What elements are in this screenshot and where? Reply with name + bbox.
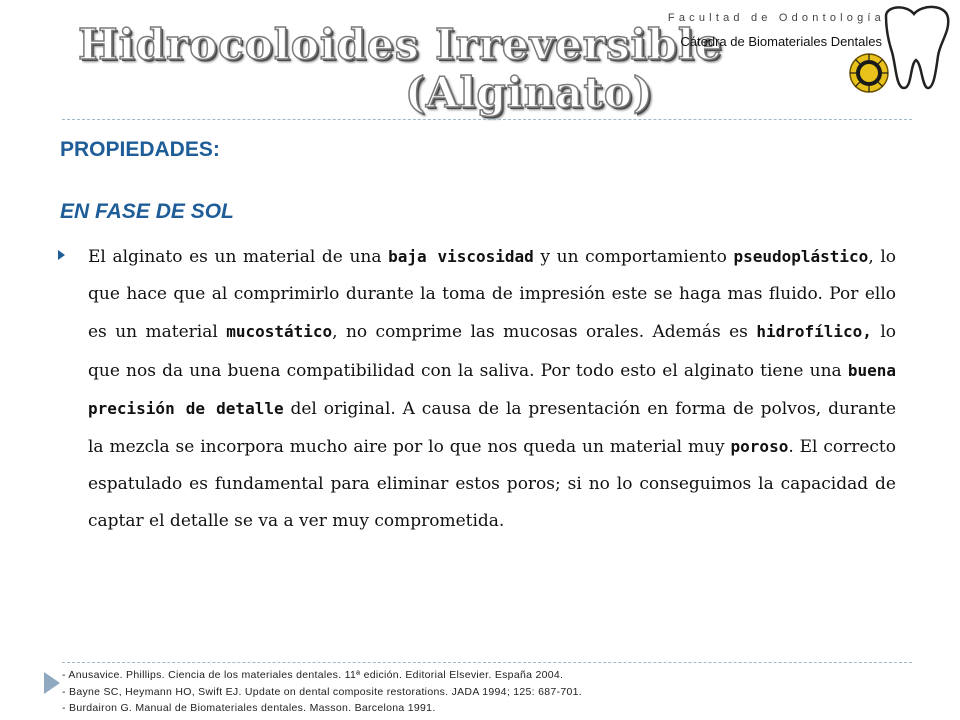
header-divider [62, 119, 912, 120]
paragraph-text: El alginato es un material de una [88, 247, 389, 267]
faculty-name: Facultad de Odontología [667, 12, 885, 24]
emphasized-term: pseudoplástico [733, 247, 869, 266]
emphasized-term: mucostático [226, 322, 333, 342]
paragraph-text: lo que nos da una buena compatibilidad con la saliva. Por todo esto el alginato tiene una [88, 322, 896, 381]
university-seal-icon [848, 52, 890, 94]
paragraph-text: y un comportamiento [533, 247, 734, 267]
emphasized-term: hidrofílico, [756, 322, 872, 342]
paragraph-text: , no comprime las mucosas orales. Además es [332, 322, 757, 343]
paragraph-text: , lo que hace que al comprimirlo durante la toma de impresión este se haga mas fluido. Por ello es un material [88, 247, 896, 343]
section-heading: PROPIEDADES: [60, 138, 220, 161]
subheading: EN FASE DE SOL [60, 200, 234, 223]
arrow-bullet-icon [44, 672, 60, 694]
slide-title-line-1: Hidrocoloides Irreversible [78, 20, 723, 69]
body-paragraph [88, 238, 896, 541]
reference-3: - Burdairon G. Manual de Biomateriales dentales. Masson. Barcelona 1991. [62, 702, 436, 714]
reference-2: - Bayne SC, Heymann HO, Swift EJ. Update on dental composite restorations. JADA 1994; 125: 687-701. [62, 686, 582, 698]
arrow-bullet-icon [58, 250, 65, 260]
slide-title-line-2: (Alginato) [405, 68, 654, 117]
paragraph-text: . El correcto espatulado es fundamental para eliminar estos poros; si no lo conseguimos la capacidad de captar el detalle se va a ver muy comprometida. [88, 437, 896, 532]
emphasized-term: poroso [730, 437, 789, 457]
footer-divider [62, 662, 912, 663]
chair-name: Cátedra de Biomateriales Dentales [680, 34, 882, 49]
emphasized-term: buena precisión de detalle [88, 360, 896, 418]
reference-1: - Anusavice. Phillips. Ciencia de los materiales dentales. 11ª edición. Editorial Elsevier. España 2004. [62, 669, 564, 681]
paragraph-text: del original. A causa de la presentación en forma de polvos, durante la mezcla se incorpora mucho aire por lo que nos queda un material muy [88, 398, 896, 458]
emphasized-term: baja viscosidad [388, 247, 534, 266]
